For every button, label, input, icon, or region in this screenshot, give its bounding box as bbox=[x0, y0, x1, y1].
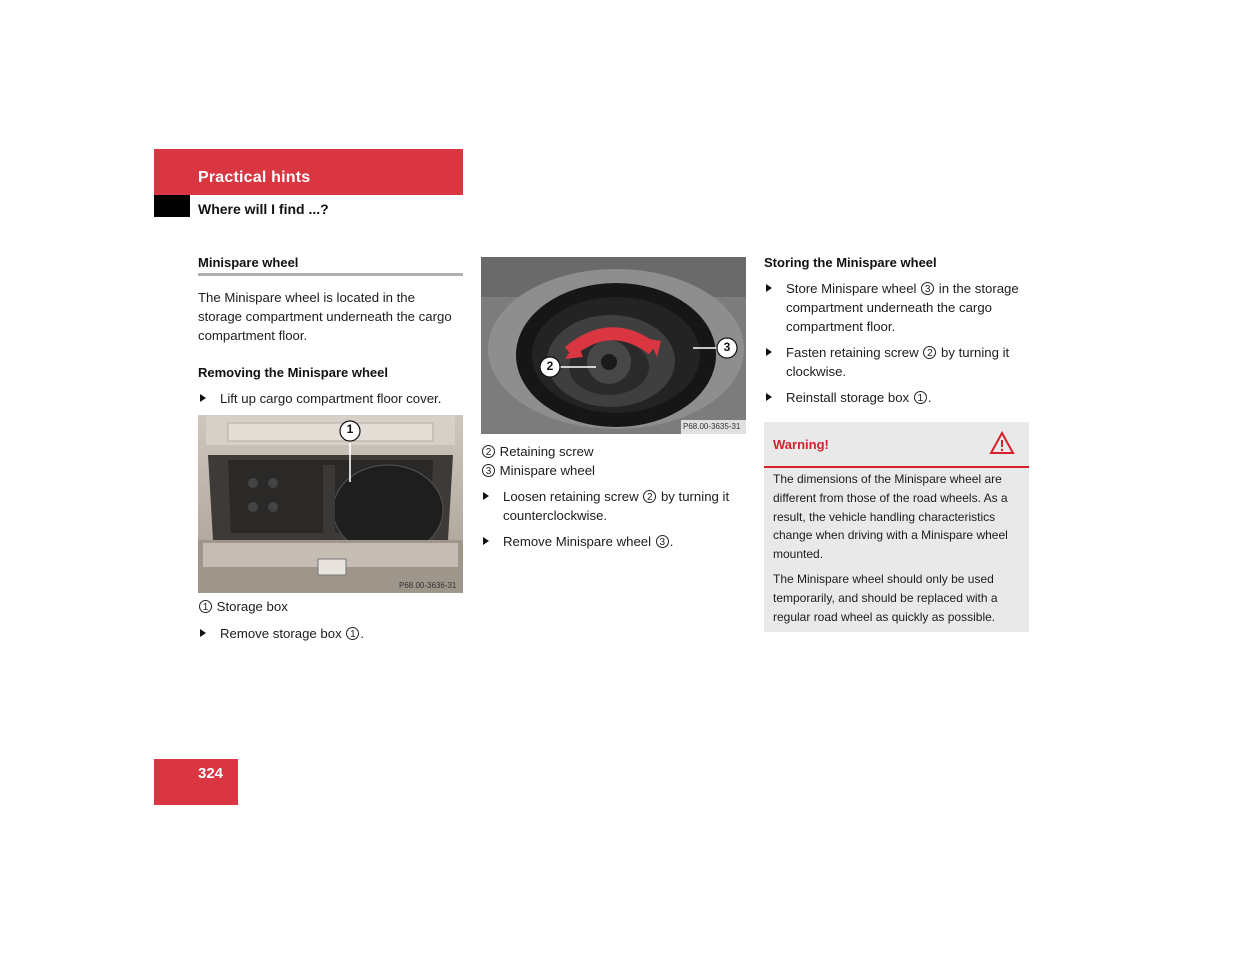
step-store-wheel bbox=[764, 279, 1036, 336]
subsection-title: Where will I find ...? bbox=[198, 201, 329, 217]
step-loosen-screw bbox=[481, 487, 755, 525]
legend-number: 3 bbox=[482, 464, 495, 477]
storing-heading: Storing the Minispare wheel bbox=[764, 255, 937, 270]
step-reinstall-box bbox=[764, 388, 1036, 407]
bullet-arrow-icon bbox=[483, 537, 489, 545]
warning-header bbox=[764, 422, 1029, 468]
step-remove-storage-box bbox=[198, 624, 482, 643]
reference-number: 2 bbox=[643, 490, 656, 503]
minispare-wheel-illustration bbox=[481, 257, 746, 434]
legend-minispare-wheel bbox=[481, 461, 595, 480]
step-text: Reinstall storage box bbox=[786, 390, 913, 405]
bullet-arrow-icon bbox=[766, 348, 772, 356]
bullet-arrow-icon bbox=[200, 629, 206, 637]
bullet-arrow-icon bbox=[766, 284, 772, 292]
legend-text: Minispare wheel bbox=[499, 463, 595, 478]
warning-title: Warning! bbox=[773, 437, 829, 452]
step-fasten-screw bbox=[764, 343, 1036, 381]
step-text-end: by turning it clockwise. bbox=[786, 345, 1010, 379]
warning-box bbox=[764, 422, 1029, 632]
section-marker-tab bbox=[154, 195, 190, 217]
step-text-end: in the storage compartment underneath the cargo compartment floor. bbox=[786, 281, 1019, 334]
step-text: Remove Minispare wheel bbox=[503, 534, 655, 549]
minispare-wheel-figure bbox=[481, 257, 746, 434]
callout-3: 3 bbox=[723, 340, 731, 354]
callout-1: 1 bbox=[346, 422, 354, 436]
heading-rule bbox=[198, 273, 463, 276]
reference-number: 1 bbox=[346, 627, 359, 640]
reference-number: 3 bbox=[921, 282, 934, 295]
warning-paragraph-2: The Minispare wheel should only be used temporarily, and should be replaced with a regular road wheel as quickly as possible. bbox=[773, 572, 998, 624]
bullet-arrow-icon bbox=[200, 394, 206, 402]
intro-paragraph: The Minispare wheel is located in the storage compartment underneath the cargo compartment floor. bbox=[198, 290, 452, 343]
cargo-compartment-figure bbox=[198, 415, 463, 593]
step-text-end: . bbox=[927, 390, 932, 405]
legend-number: 2 bbox=[482, 445, 495, 458]
minispare-heading: Minispare wheel bbox=[198, 255, 299, 270]
step-text-end: by turning it counterclockwise. bbox=[503, 489, 730, 523]
bullet-arrow-icon bbox=[766, 393, 772, 401]
figure-code: P68.00-3635-31 bbox=[683, 422, 741, 431]
bullet-arrow-icon bbox=[483, 492, 489, 500]
step-text: Fasten retaining screw bbox=[786, 345, 923, 360]
section-title: Practical hints bbox=[198, 169, 311, 186]
step-text-end: . bbox=[360, 626, 365, 641]
step-lift-cover bbox=[198, 389, 490, 408]
step-text: Store Minispare wheel bbox=[786, 281, 921, 296]
legend-number: 1 bbox=[199, 600, 212, 613]
legend-retaining-screw bbox=[481, 442, 594, 461]
legend-text: Storage box bbox=[216, 599, 288, 614]
step-text: Lift up cargo compartment floor cover. bbox=[220, 391, 442, 406]
cargo-compartment-illustration bbox=[198, 415, 463, 593]
removing-heading: Removing the Minispare wheel bbox=[198, 365, 388, 380]
figure-code: P68.00-3636-31 bbox=[399, 581, 457, 590]
step-text-end: . bbox=[669, 534, 674, 549]
legend-text: Retaining screw bbox=[499, 444, 594, 459]
step-text: Loosen retaining screw bbox=[503, 489, 643, 504]
callout-2: 2 bbox=[546, 359, 554, 373]
page-number: 324 bbox=[198, 765, 224, 782]
reference-number: 1 bbox=[914, 391, 927, 404]
legend-storage-box bbox=[198, 597, 288, 616]
step-remove-wheel bbox=[481, 532, 755, 551]
reference-number: 3 bbox=[656, 535, 669, 548]
warning-paragraph-1: The dimensions of the Minispare wheel are different from those of the road wheels. As a result, the vehicle handling characteristics change when driving with a Minispare wheel mounted. bbox=[773, 472, 1008, 562]
page-number-bar bbox=[154, 759, 238, 805]
warning-triangle-icon bbox=[989, 431, 1015, 455]
reference-number: 2 bbox=[923, 346, 936, 359]
step-text: Remove storage box bbox=[220, 626, 346, 641]
